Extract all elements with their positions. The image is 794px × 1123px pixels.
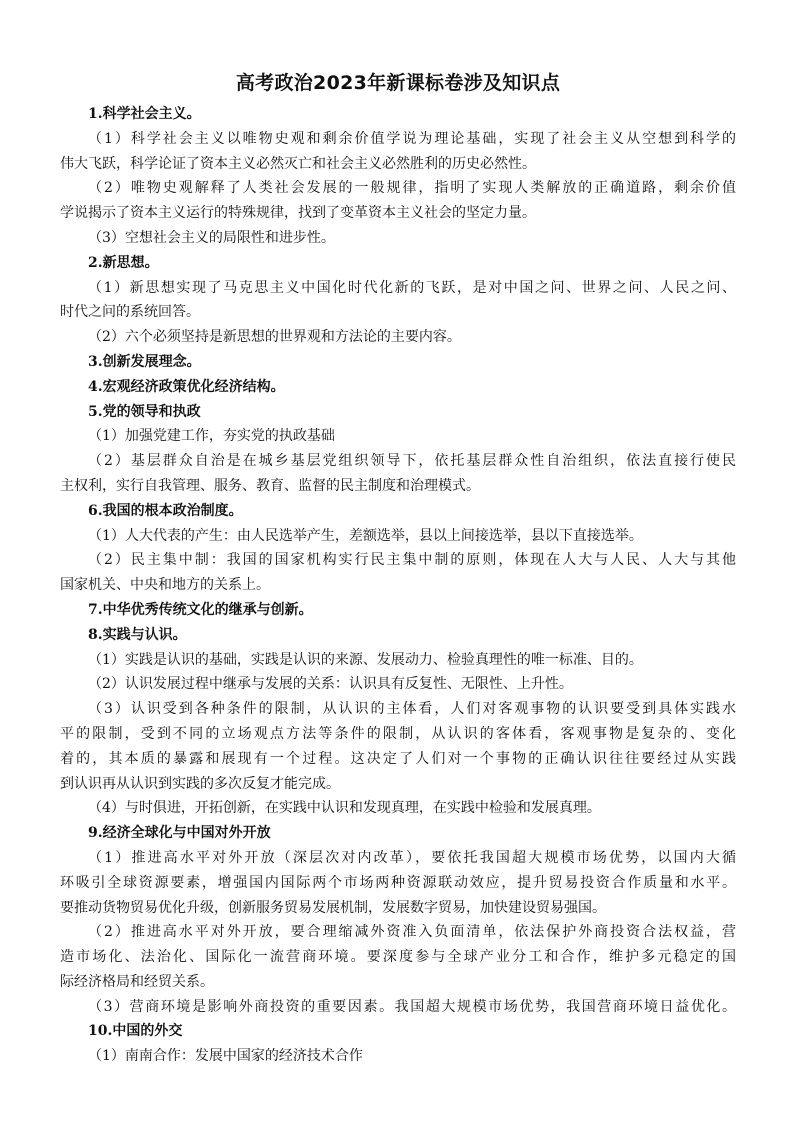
section-heading: 5.党的领导和执政 [88, 403, 201, 420]
paragraph-line: （4）与时俱进，开拓创新，在实践中认识和发现真理，在实践中检验和发展真理。 [88, 800, 601, 817]
section-heading: 4.宏观经济政策优化经济结构。 [88, 378, 285, 395]
paragraph-line: （1）加强党建工作，夯实党的执政基础 [88, 428, 335, 445]
paragraph-line: （2）认识发展过程中继承与发展的关系：认识具有反复性、无限性、上升性。 [88, 676, 573, 693]
paragraph-line: （3）营商环境是影响外商投资的重要因素。我国超大规模市场优势，我国营商环境日益优化。 [88, 998, 736, 1015]
paragraph-line: 到认识再从认识到实践的多次反复才能完成。 [60, 775, 340, 792]
paragraph-line: 时代之问的系统回答。 [60, 304, 200, 321]
paragraph-line: 学说揭示了资本主义运行的特殊规律，找到了变革资本主义社会的坚定力量。 [60, 205, 536, 222]
paragraph-line: （1）南南合作：发展中国家的经济技术合作 [88, 1048, 363, 1065]
paragraph-line: 造市场化、法治化、国际化一流营商环境。要深度参与全球产业分工和合作，维护多元稳定的国 [60, 949, 736, 966]
paragraph-line: （1）科学社会主义以唯物史观和剩余价值学说为理论基础，实现了社会主义从空想到科学的 [88, 130, 736, 147]
paragraph-line: （2）六个必须坚持是新思想的世界观和方法论的主要内容。 [88, 329, 461, 346]
paragraph-line: 着的，其本质的暴露和展现有一个过程。这决定了人们对一个事物的正确认识往往要经过从实践 [60, 750, 736, 767]
section-heading: 8.实践与认识。 [88, 626, 187, 643]
section-heading: 2.新思想。 [88, 254, 159, 271]
paragraph-line: （2）民主集中制：我国的国家机构实行民主集中制的原则，体现在人大与人民、人大与其他 [88, 552, 736, 569]
paragraph-line: 环吸引全球资源要素，增强国内国际两个市场两种资源联动效应，提升贸易投资合作质量和水平。 [60, 874, 736, 891]
section-heading: 1.科学社会主义。 [88, 106, 201, 122]
paragraph-line: （1）实践是认识的基础，实践是认识的来源、发展动力、检验真理性的唯一标准、目的。 [88, 651, 643, 668]
paragraph-line: （2）唯物史观解释了人类社会发展的一般规律，指明了实现人类解放的正确道路，剩余价值 [88, 180, 736, 197]
section-heading: 3.创新发展理念。 [88, 353, 201, 370]
paragraph-line: 际经济格局和经贸关系。 [60, 973, 214, 990]
paragraph-line: 国家机关、中央和地方的关系上。 [60, 577, 270, 594]
document-title: 高考政治2023年新课标卷涉及知识点 [235, 72, 561, 94]
section-heading: 10.中国的外交 [88, 1023, 183, 1040]
section-heading: 7.中华优秀传统文化的继承与创新。 [88, 601, 313, 618]
paragraph-line: 平的限制，受到不同的立场观点方法等条件的限制，从认识的客体看，客观事物是复杂的、变化 [60, 725, 736, 742]
paragraph-line: （3）空想社会主义的局限性和进步性。 [88, 229, 335, 246]
paragraph-line: （1）推进高水平对外开放（深层次对内改革），要依托我国超大规模市场优势，以国内大循 [88, 849, 736, 866]
paragraph-line: （2）推进高水平对外开放，要合理缩减外资准入负面清单，依法保护外商投资合法权益，营 [88, 924, 736, 941]
paragraph-line: 伟大飞跃，科学论证了资本主义必然灭亡和社会主义必然胜利的历史必然性。 [60, 155, 536, 172]
paragraph-line: 主权利，实行自我管理、服务、教育、监督的民主制度和治理模式。 [60, 477, 480, 494]
paragraph-line: 要推动货物贸易优化升级，创新服务贸易发展机制，发展数字贸易，加快建设贸易强国。 [60, 899, 606, 916]
section-heading: 6.我国的根本政治制度。 [88, 502, 243, 519]
paragraph-line: （3）认识受到各种条件的限制，从认识的主体看，人们对客观事物的认识要受到具体实践水 [88, 701, 736, 718]
paragraph-line: （1）人大代表的产生：由人民选举产生，差额选举，县以上间接选举，县以下直接选举。 [88, 527, 643, 544]
section-heading: 9.经济全球化与中国对外开放 [88, 825, 271, 842]
document-body [60, 102, 736, 1069]
paragraph-line: （1）新思想实现了马克思主义中国化时代化新的飞跃，是对中国之问、世界之问、人民之问、 [88, 279, 736, 296]
paragraph-line: （2）基层群众自治是在城乡基层党组织领导下，依托基层群众性自治组织，依法直接行使民 [88, 453, 736, 470]
